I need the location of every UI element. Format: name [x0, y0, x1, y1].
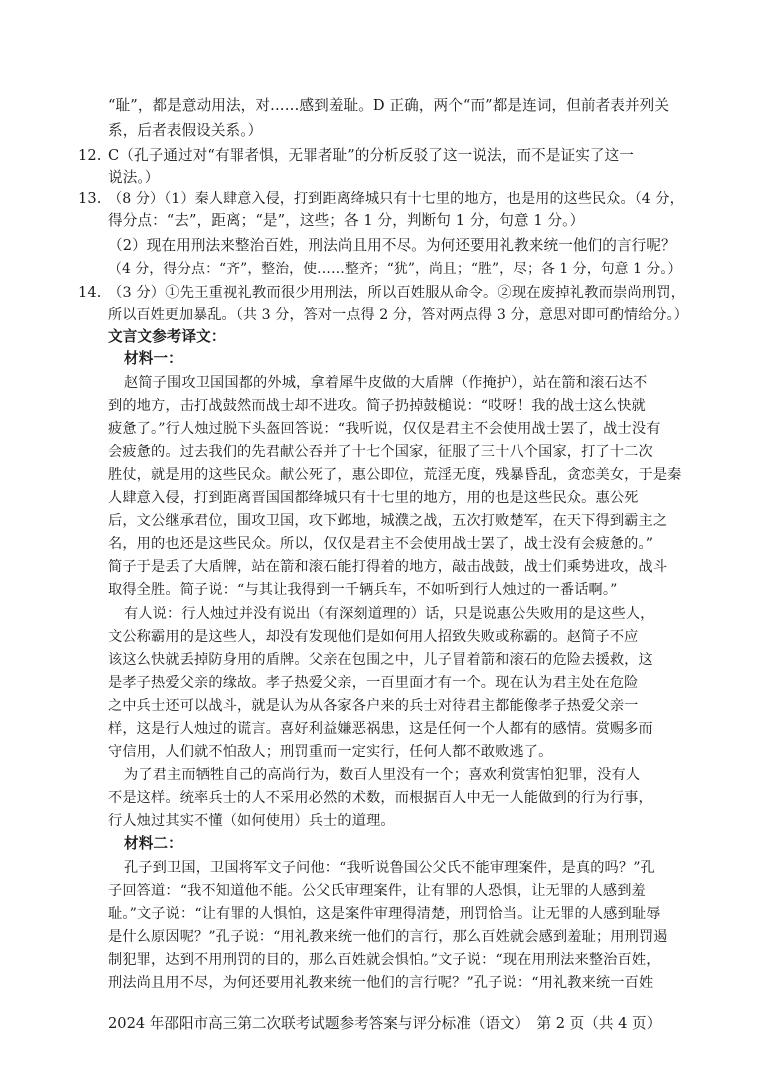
translation-line: 人肆意入侵，打到距离晋国国都绛城只有十七里的地方，用的也是这些民众。惠公死: [108, 490, 639, 506]
translation-line: 有人说：行人烛过并没有说出（有深刻道理的）话，只是说惠公失败用的是这些人，: [124, 606, 655, 622]
material-two-heading: 材料二：: [124, 835, 183, 852]
translation-line: 会疲惫的。过去我们的先君献公吞并了十七个国家，征服了三十八个国家，打了十二次: [108, 444, 653, 460]
translation-line: 疲惫了。”行人烛过脱下头盔回答说：“我听说，仅仅是君主不会使用战士罢了，战士没有: [108, 421, 661, 437]
answer-line: C（孔子通过对“有罪者惧，无罪者耻”的分析反驳了这一说法，而不是证实了这一: [108, 147, 634, 164]
translation-line: 文公称霸用的是这些人，却没有发现他们是如何用人招致失败或称霸的。赵简子不应: [108, 629, 639, 645]
translation-line: 守信用，人们就不怕敌人；刑罚重而一定实行，任何人都不敢败逃了。: [108, 744, 553, 760]
answer-line: （2）现在用刑法来整治百姓，刑法尚且用不尽。为何还要用礼教来统一他们的言行呢？: [108, 237, 676, 254]
question-number: 14.: [78, 284, 102, 301]
answer-line: 说法。）: [108, 169, 160, 186]
material-one-heading: 材料一：: [124, 350, 183, 367]
answer-line: （4 分，得分点：“齐”，整治，使……整齐；“犹”，尚且；“胜”，尽；各 1 分，句意 1 分。）: [108, 261, 682, 277]
translation-heading: 文言文参考译文：: [108, 328, 226, 345]
translation-line: 之中兵士还可以战斗，就是认为从各家各户来的兵士对待君主都能像孝子热爱父亲一: [108, 698, 639, 714]
answer-line: 系，后者表假设关系。）: [108, 122, 263, 139]
translation-line: 制犯罪，达到不用刑罚的目的，那么百姓就会惧怕。”文子说：“现在用刑法来整治百姓，: [108, 952, 661, 968]
translation-line: 样，这是行人烛过的谎言。喜好利益嫌恶祸患，这是任何一个人都有的感情。赏赐多而: [108, 721, 653, 737]
translation-line: 行人烛过其实不懂（如何使用）兵士的道理。: [108, 813, 395, 829]
translation-line: 该这么快就丢掉防身用的盾牌。父亲在包围之中，儿子冒着箭和滚石的危险去援救，这: [108, 652, 653, 668]
answer-line: （8 分）（1）秦人肆意入侵，打到距离绛城只有十七里的地方，也是用的这些民众。（4 分，: [108, 191, 684, 207]
answer-line: “耻”，都是意动用法，对……感到羞耻。D 正确，两个“而”都是连词，但前者表并列关: [108, 97, 670, 114]
page-footer: 2024 年邵阳市高三第二次联考试题参考答案与评分标准（语文） 第 2 页（共 4 页）: [108, 1015, 662, 1032]
translation-line: 名，用的也还是这些民众。所以，仅仅是君主不会使用战士罢了，战士没有会疲惫的。”: [108, 536, 654, 552]
translation-line: 刑法尚且用不尽，为何还要用礼教来统一他们的言行呢？”孔子说：“用礼教来统一百姓: [108, 975, 654, 991]
translation-line: 后，文公继承君位，围攻卫国，攻下邺地，城濮之战，五次打败楚军，在天下得到霸主之: [108, 513, 668, 529]
translation-line: 子回答道：“我不知道他不能。公父氏审理案件，让有罪的人恐惧，让无罪的人感到羞: [108, 883, 646, 899]
translation-line: 简子于是丢了大盾牌，站在箭和滚石能打得着的地方，敲击战鼓，战士们乘势进攻，战斗: [108, 559, 668, 575]
translation-line: 到的地方，击打战鼓然而战士却不进攻。简子扔掉鼓槌说：“哎呀！我的战士这么快就: [108, 398, 646, 414]
translation-line: 为了君主而牺牲自己的高尚行为，数百人里没有一个；喜欢利赏害怕犯罪，没有人: [124, 767, 641, 783]
translation-line: 胜仗，就是用的这些民众。献公死了，惠公即位，荒淫无度，残暴昏乱，贪恋美女，于是秦: [108, 467, 682, 483]
question-number: 12.: [78, 147, 102, 164]
translation-line: 赵简子围攻卫国国都的外城，拿着犀牛皮做的大盾牌（作掩护），站在箭和滚石达不: [124, 375, 648, 391]
answer-line: 所以百姓更加暴乱。（共 3 分，答对一点得 2 分，答对两点得 3 分，意思对即可酌情给分。）: [108, 307, 688, 323]
translation-line: 不是这样。统率兵士的人不采用必然的术数，而根据百人中无一人能做到的行为行事，: [108, 790, 653, 806]
translation-line: 耻。”文子说：“让有罪的人惧怕，这是案件审理得清楚，刑罚恰当。让无罪的人感到耻辱: [108, 906, 661, 922]
answer-line: 得分点：“去”，距离；“是”，这些；各 1 分，判断句 1 分，句意 1 分。）: [108, 212, 585, 229]
translation-line: 取得全胜。简子说：“与其让我得到一千辆兵车，不如听到行人烛过的一番话啊。”: [108, 582, 618, 598]
answer-line: （3 分）①先王重视礼教而很少用刑法，所以百姓服从命令。②现在废掉礼教而崇尚刑罚，: [108, 285, 686, 301]
question-number: 13.: [78, 190, 102, 207]
translation-line: 是孝子热爱父亲的缘故。孝子热爱父亲，一百里面才有一个。现在认为君主处在危险: [108, 675, 639, 691]
translation-line: 是什么原因呢？”孔子说：“用礼教来统一他们的言行，那么百姓就会感到羞耻；用刑罚遏: [108, 929, 668, 945]
translation-line: 孔子到卫国，卫国将军文子问他：“我听说鲁国公父氏不能审理案件，是真的吗？”孔: [124, 860, 655, 876]
